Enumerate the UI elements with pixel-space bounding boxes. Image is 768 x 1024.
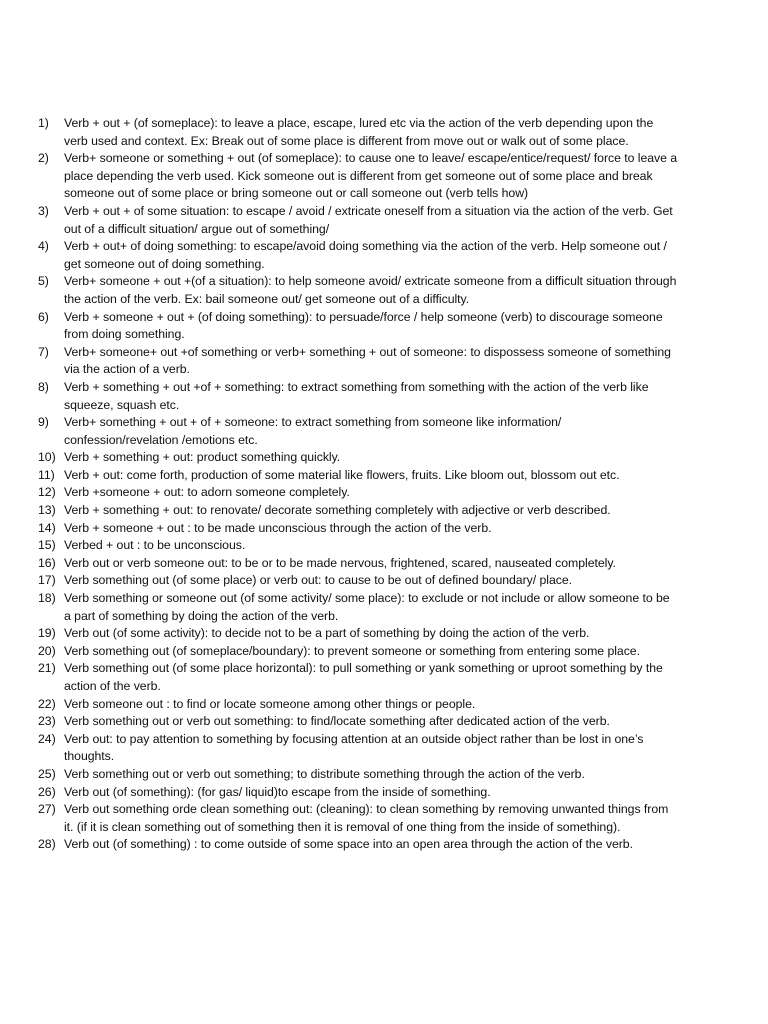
- list-item-text: Verb something or someone out (of some activity/ some place): to exclude or not include or allow someone to be a part of something by doing the action of the verb.: [64, 591, 670, 623]
- list-item-number: 14): [38, 520, 56, 535]
- list-item: [38, 801, 678, 836]
- list-item: [38, 150, 678, 203]
- list-item-text: Verb + someone + out + (of doing something): to persuade/force / help someone (verb) to discourage someone from doing something.: [64, 309, 663, 342]
- list-item-number: 24): [38, 731, 56, 746]
- list-item-number: 8): [38, 379, 49, 394]
- list-item: [38, 238, 678, 273]
- list-item-text: Verb + out + (of someplace): to leave a place, escape, lured etc via the action of the verb depending upon the verb used and context. Ex: Break out of some place is different from move out or walk out of some place.: [64, 116, 654, 148]
- list-item-text: Verb+ someone+ out +of something or verb+ something + out of someone: to dispossess someone of something via the action of a verb.: [64, 344, 671, 377]
- list-item: [38, 115, 678, 150]
- list-item: [38, 449, 678, 467]
- list-item-text: Verb +someone + out: to adorn someone completely.: [64, 485, 350, 500]
- list-item-number: 16): [38, 555, 56, 570]
- list-item-number: 9): [38, 415, 49, 430]
- list-item-text: Verb + something + out +of + something: to extract something from something with the action of the verb like squeeze, squash etc.: [64, 379, 649, 412]
- list-item-text: Verb out or verb someone out: to be or to be made nervous, frightened, scared, nauseated completely.: [64, 555, 616, 570]
- list-item-text: Verbed + out : to be unconscious.: [64, 538, 246, 553]
- list-item-number: 5): [38, 274, 49, 289]
- list-item-number: 26): [38, 784, 56, 799]
- list-item: [38, 344, 678, 379]
- list-item-number: 20): [38, 643, 56, 658]
- list-item: [38, 484, 678, 502]
- list-item-text: Verb+ someone or something + out (of someplace): to cause one to leave/ escape/entice/request/ force to leave a place depending the verb used. Kick someone out is different from get someone out of some place and break someone out of some place or bring someone out or call someone out (verb tells how): [64, 151, 678, 201]
- list-item: [38, 660, 678, 695]
- list-item-text: Verb+ someone + out +(of a situation): to help someone avoid/ extricate someone from a difficult situation through the action of the verb. Ex: bail someone out/ get someone out of a difficulty.: [64, 274, 677, 306]
- list-item: [38, 836, 678, 854]
- list-item-text: Verb + out+ of doing something: to escape/avoid doing something via the action of the verb. Help someone out / get someone out of doing something.: [64, 239, 667, 271]
- list-item: [38, 520, 678, 538]
- list-item-number: 17): [38, 573, 56, 588]
- list-item-text: Verb+ something + out + of + someone: to extract something from someone like information/ confession/revelation /emotions etc.: [64, 415, 562, 447]
- list-item-number: 6): [38, 309, 49, 324]
- list-item: [38, 414, 678, 449]
- list-item-text: Verb out (of something) : to come outside of some space into an open area through the action of the verb.: [64, 837, 633, 852]
- list-item-number: 15): [38, 538, 56, 553]
- list-item-text: Verb something out (of someplace/boundary): to prevent someone or something from entering some place.: [64, 643, 640, 658]
- list-item: [38, 731, 678, 766]
- list-item-text: Verb someone out : to find or locate someone among other things or people.: [64, 696, 476, 711]
- list-item: [38, 643, 678, 661]
- list-item-number: 11): [38, 467, 55, 482]
- numbered-list: [38, 115, 678, 854]
- list-item-text: Verb out: to pay attention to something by focusing attention at an outside object rather than be lost in one’s thoughts.: [64, 731, 644, 764]
- list-item: [38, 625, 678, 643]
- list-item: [38, 572, 678, 590]
- list-item: [38, 467, 678, 485]
- list-item-text: Verb out (of some activity): to decide not to be a part of something by doing the action of the verb.: [64, 626, 590, 641]
- list-item-number: 3): [38, 203, 49, 218]
- list-item-text: Verb out something orde clean something out: (cleaning): to clean something by removing unwanted things from it. (if it is clean something out of something then it is removal of one thing from the inside of something).: [64, 802, 669, 834]
- list-item-number: 28): [38, 837, 56, 852]
- list-item: [38, 696, 678, 714]
- list-item-number: 18): [38, 591, 56, 606]
- list-item-number: 25): [38, 766, 56, 781]
- list-item-number: 12): [38, 485, 56, 500]
- list-item-number: 23): [38, 714, 56, 729]
- list-item-number: 1): [38, 116, 49, 130]
- list-item-number: 10): [38, 450, 56, 465]
- list-item-text: Verb something out or verb out something; to distribute something through the action of the verb.: [64, 766, 585, 781]
- list-item-text: Verb + something + out: product something quickly.: [64, 450, 341, 465]
- list-item-text: Verb + out + of some situation: to escape / avoid / extricate oneself from a situation via the action of the verb. Get out of a difficult situation/ argue out of something/: [64, 203, 673, 236]
- list-item: [38, 502, 678, 520]
- list-item: [38, 713, 678, 731]
- list-item: [38, 273, 678, 308]
- list-item-number: 7): [38, 344, 49, 359]
- list-item-number: 27): [38, 802, 56, 817]
- list-item: [38, 784, 678, 802]
- list-item: [38, 379, 678, 414]
- list-item-number: 21): [38, 661, 56, 676]
- list-item: [38, 203, 678, 238]
- list-item: [38, 537, 678, 555]
- list-item-number: 19): [38, 626, 56, 641]
- list-item-text: Verb something out (of some place) or verb out: to cause to be out of defined boundary/ place.: [64, 573, 572, 588]
- list-item-text: Verb + out: come forth, production of some material like flowers, fruits. Like bloom out, blossom out etc.: [64, 467, 620, 482]
- list-item-number: 22): [38, 696, 56, 711]
- list-item: [38, 766, 678, 784]
- list-item-number: 4): [38, 239, 49, 254]
- list-item-text: Verb + something + out: to renovate/ decorate something completely with adjective or verb described.: [64, 503, 611, 518]
- list-item-text: Verb something out or verb out something: to find/locate something after dedicated action of the verb.: [64, 714, 610, 729]
- list-item: [38, 555, 678, 573]
- list-item-number: 13): [38, 503, 56, 518]
- list-item-text: Verb out (of something): (for gas/ liquid)to escape from the inside of something.: [64, 784, 491, 799]
- list-item-number: 2): [38, 151, 49, 166]
- list-item-text: Verb something out (of some place horizontal): to pull something or yank something or uproot something by the action of the verb.: [64, 661, 663, 693]
- list-item-text: Verb + someone + out : to be made unconscious through the action of the verb.: [64, 520, 492, 535]
- list-item: [38, 309, 678, 344]
- list-item: [38, 590, 678, 625]
